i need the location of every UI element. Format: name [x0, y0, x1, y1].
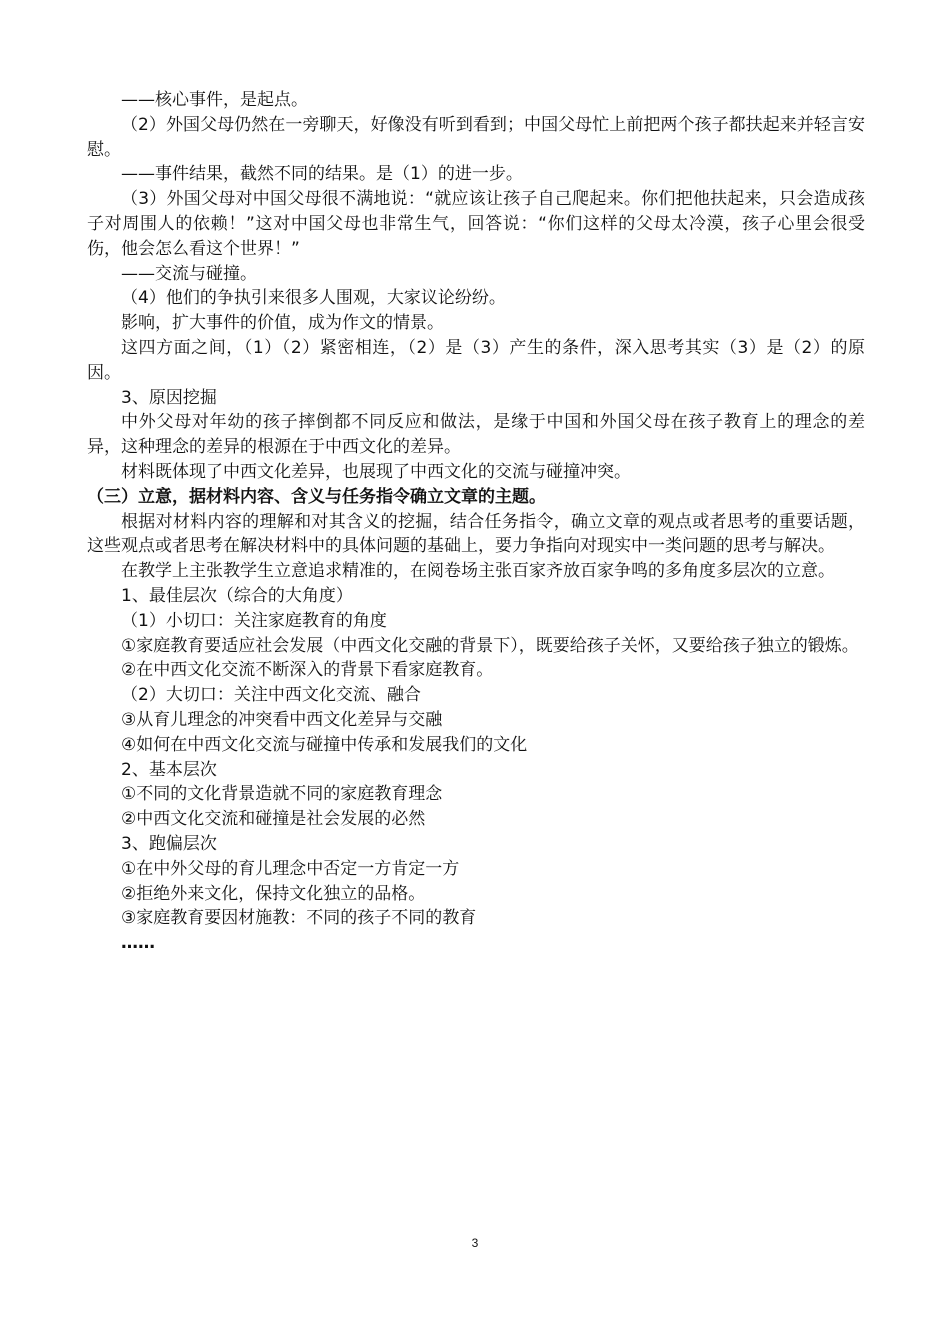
paragraph: （1）小切口：关注家庭教育的角度	[121, 610, 387, 631]
paragraph: 影响，扩大事件的价值，成为作文的情景。	[121, 313, 444, 334]
paragraph: 1、最佳层次（综合的大角度）	[121, 585, 353, 606]
paragraph: 在教学上主张教学生立意追求精准的，在阅卷场主张百家齐放百家争鸣的多角度多层次的立意。	[121, 561, 835, 582]
paragraph: ①不同的文化背景造就不同的家庭教育理念	[121, 784, 443, 805]
paragraph: （4）他们的争执引来很多人围观，大家议论纷纷。	[121, 288, 506, 309]
paragraph: ②在中西文化交流不断深入的背景下看家庭教育。	[121, 660, 494, 681]
document-body	[87, 88, 865, 956]
paragraph: 根据对材料内容的理解和对其含义的挖掘，结合任务指令，确立文章的观点或者思考的重要话题，这些观点或者思考在解决材料中的具体问题的基础上，要力争指向对现实中一类问题的思考与解决。	[87, 511, 865, 557]
paragraph: （2）大切口：关注中西文化交流、融合	[121, 685, 421, 706]
paragraph: ——交流与碰撞。	[121, 263, 257, 284]
paragraph: （2）外国父母仍然在一旁聊天，好像没有听到看到；中国父母忙上前把两个孩子都扶起来并轻言安慰。	[87, 114, 865, 160]
section-heading: ……	[121, 933, 155, 954]
paragraph: 3、原因挖掘	[121, 387, 217, 408]
paragraph: 2、基本层次	[121, 759, 217, 780]
paragraph: ——核心事件，是起点。	[121, 90, 308, 110]
paragraph: ②拒绝外来文化，保持文化独立的品格。	[121, 883, 426, 904]
paragraph: 材料既体现了中西文化差异，也展现了中西文化的交流与碰撞冲突。	[121, 461, 631, 482]
paragraph: ①家庭教育要适应社会发展（中西文化交融的背景下），既要给孩子关怀，又要给孩子独立的锻炼。	[121, 635, 859, 656]
paragraph: 这四方面之间，（1）（2）紧密相连，（2）是（3）产生的条件，深入思考其实（3）是（2）的原因。	[87, 337, 865, 383]
paragraph: ③从育儿理念的冲突看中西文化差异与交融	[121, 709, 443, 730]
paragraph: ——事件结果，截然不同的结果。是（1）的进一步。	[121, 164, 523, 185]
page-number: 3	[471, 1236, 479, 1250]
paragraph: ②中西文化交流和碰撞是社会发展的必然	[121, 809, 426, 830]
paragraph: ③家庭教育要因材施教：不同的孩子不同的教育	[121, 908, 477, 929]
section-heading: （三）立意，据材料内容、含义与任务指令确立文章的主题。	[87, 486, 546, 507]
paragraph: ④如何在中西文化交流与碰撞中传承和发展我们的文化	[121, 734, 528, 755]
paragraph: （3）外国父母对中国父母很不满地说：“就应该让孩子自己爬起来。你们把他扶起来，只会造成孩子对周围人的依赖！”这对中国父母也非常生气，回答说：“你们这样的父母太冷漠，孩子心里会很受伤，他会怎么看这个世界！”	[87, 189, 865, 259]
paragraph: 中外父母对年幼的孩子摔倒都不同反应和做法，是缘于中国和外国父母在孩子教育上的理念的差异，这种理念的差异的根源在于中西文化的差异。	[87, 412, 865, 458]
paragraph: ①在中外父母的育儿理念中否定一方肯定一方	[121, 858, 460, 879]
paragraph: 3、跑偏层次	[121, 833, 217, 854]
